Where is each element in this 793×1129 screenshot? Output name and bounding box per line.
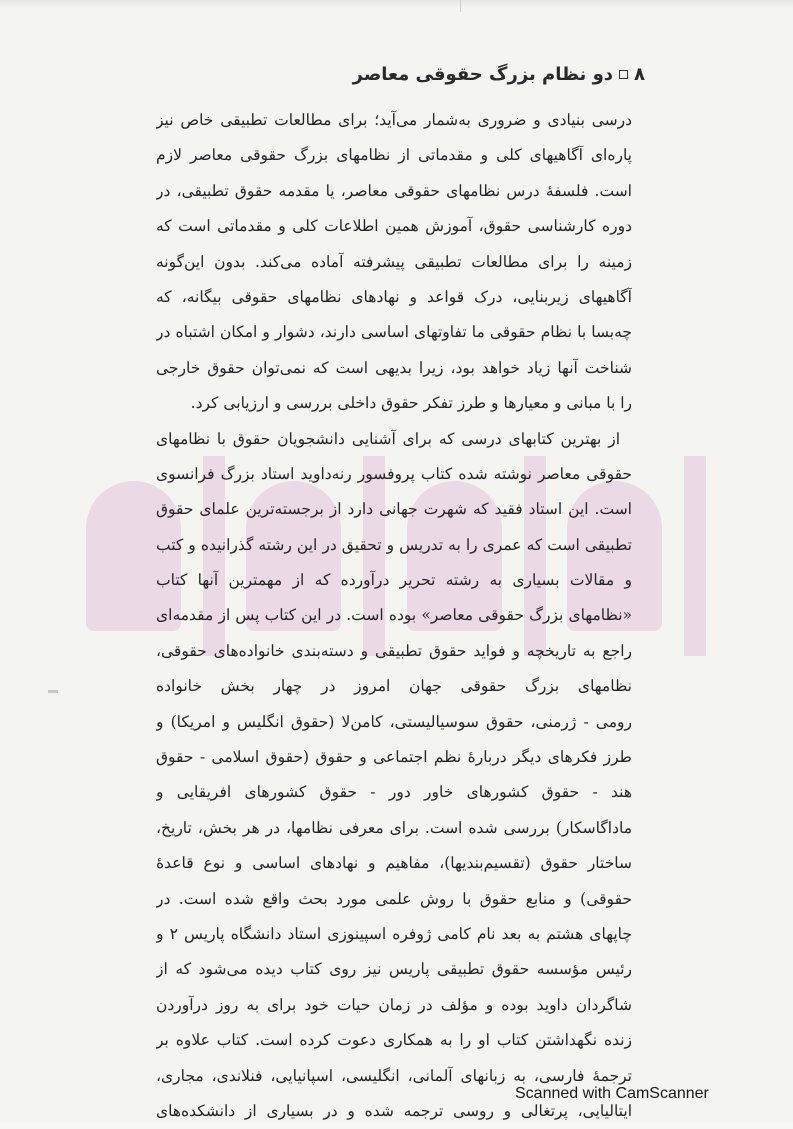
text-line: آگاهیهای زیربنایی، درک قواعد و نهادهای نظامهای حقوقی بیگانه، که <box>156 287 632 306</box>
text-line: پاره‌ای آگاهیهای کلی و مقدماتی از نظامهای بزرگ حقوقی معاصر لازم <box>156 146 632 165</box>
text-line: حقوقی معاصر نوشته شده کتاب پروفسور رنه‌داوید استاد بزرگ فرانسوی <box>156 464 632 483</box>
text-line: زمینه را برای مطالعات تطبیقی پیشرفته آماده می‌کند. بدون این‌گونه <box>156 252 632 271</box>
text-line: ترجمهٔ فارسی، به زبانهای آلمانی، انگلیسی، اسپانیایی، فنلاندی، مجاری، <box>156 1066 632 1085</box>
text-line: درسی بنیادی و ضروری به‌شمار می‌آید؛ برای مطالعات تطبیقی خاص نیز <box>156 111 632 129</box>
margin-mark <box>48 690 58 693</box>
text-line: نظامهای بزرگ حقوقی جهان امروز در چهار بخش خانواده <box>156 677 632 696</box>
square-bullet-icon <box>619 70 628 79</box>
text-line: شاگردان داوید بوده و مؤلف در زمان حیات خود برای به روز درآوردن <box>156 995 632 1014</box>
page-top-edge <box>0 0 793 8</box>
text-line: از بهترین کتابهای درسی که برای آشنایی دانشجویان حقوق با نظامهای <box>156 429 620 448</box>
scanner-footer-label: Scanned with CamScanner <box>515 1085 709 1102</box>
page-number: ۸ <box>634 64 645 85</box>
text-line: است. فلسفهٔ درس نظامهای حقوقی معاصر، یا مقدمه حقوق تطبیقی، در <box>156 181 632 200</box>
text-line: دوره کارشناسی حقوق، آموزش همین اطلاعات کلی و مقدماتی است که <box>156 217 632 236</box>
text-line: ایتالیایی، پرتغالی و روسی ترجمه شده و در بسیاری از دانشکده‌های <box>156 1101 632 1120</box>
text-line: راجع به تاریخچه و فواید حقوق تطبیقی و دسته‌بندی خانواده‌های حقوقی، <box>156 641 632 660</box>
text-line: است. این استاد فقید که شهرت جهانی دارد از برجسته‌ترین علمای حقوق <box>156 500 632 519</box>
text-line: تطبیقی است که عمری را به تدریس و تحقیق در این رشته گذرانیده و کتب <box>156 535 632 554</box>
text-line: رومی - ژرمنی، حقوق سوسیالیستی، کامن‌لا (حقوق انگلیس و امریکا) و <box>156 712 632 731</box>
text-line: چاپهای هشتم به بعد نام کامی ژوفره اسپینوزی استاد دانشگاه پاریس ۲ و <box>156 924 632 943</box>
body-text <box>156 103 632 1129</box>
text-line: رئیس مؤسسه حقوق تطبیقی پاریس نیز روی کتاب دیده می‌شود که از <box>156 960 632 979</box>
page-fold-mark <box>460 0 461 12</box>
text-line: را با مبانی و معیارها و طرز تفکر حقوق داخلی بررسی و ارزیابی کرد. <box>190 394 632 413</box>
text-line: ساختار حقوق (تقسیم‌بندیها)، مفاهیم و نهادهای اساسی و نوع قاعدهٔ <box>156 854 632 873</box>
running-header <box>353 64 645 85</box>
text-line: و مقالات بسیاری به رشته تحریر درآورده که از مهمترین آنها کتاب <box>156 571 632 590</box>
text-line: طرز فکرهای دیگر دربارهٔ نظم اجتماعی و حقوق (حقوق اسلامی - حقوق <box>156 748 632 767</box>
running-title: دو نظام بزرگ حقوقی معاصر <box>352 64 613 85</box>
text-line: زنده نگهداشتن کتاب او را به همکاری دعوت کرده است. کتاب علاوه بر <box>156 1031 632 1050</box>
text-line: ماداگاسکار) بررسی شده است. برای معرفی نظامها، در هر بخش، تاریخ، <box>156 818 632 837</box>
watermark-bar <box>684 456 706 656</box>
text-line: حقوقی) و منابع حقوق با روش علمی مورد بحث واقع شده است. در <box>156 889 632 908</box>
text-line: شناخت آنها زیاد خواهد بود، زیرا بدیهی است که نمی‌توان حقوق خارجی <box>156 358 632 377</box>
text-line: هند - حقوق کشورهای خاور دور - حقوق کشورهای افریقایی و <box>156 783 632 802</box>
text-line: «نظامهای بزرگ حقوقی معاصر» بوده است. در این کتاب پس از مقدمه‌ای <box>156 606 632 625</box>
text-line: چه‌بسا با نظام حقوقی ما تفاوتهای اساسی دارند، دشوار و امکان اشتباه در <box>156 323 632 342</box>
